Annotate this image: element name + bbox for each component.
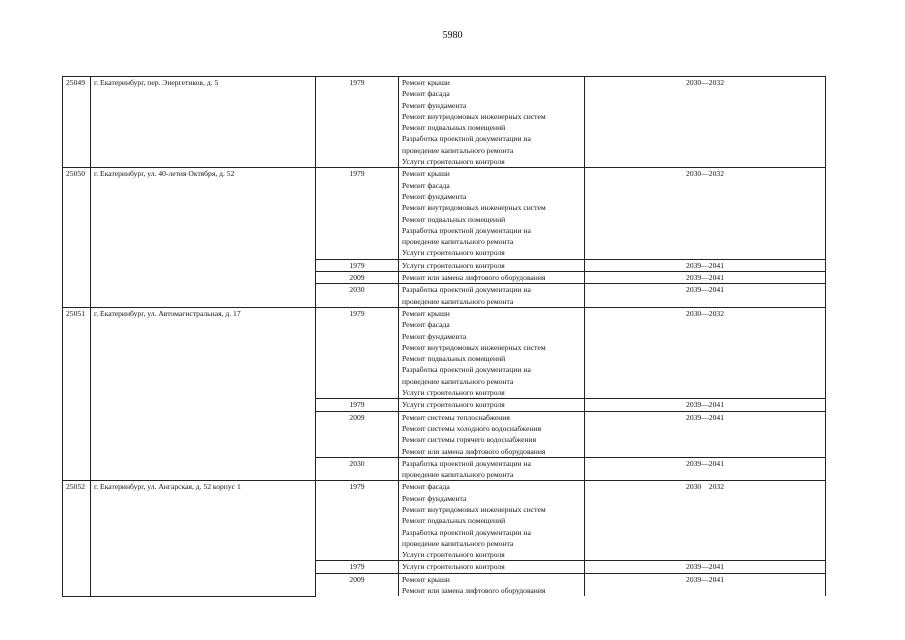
works-cell <box>399 284 585 308</box>
work-item: проведение капитального ремонта <box>402 376 514 386</box>
work-item: Ремонт системы теплоснабжения <box>402 412 510 422</box>
period-cell: 2039—2041 <box>585 259 826 271</box>
work-item: Ремонт внутридомовых инженерных систем <box>402 203 546 213</box>
work-item: Разработка проектной документации на <box>402 134 531 144</box>
year-cell: 2009 <box>316 573 399 596</box>
period-cell: 2039—2041 <box>585 284 826 308</box>
work-item: Ремонт внутридомовых инженерных систем <box>402 111 546 121</box>
work-item: Услуги строительного контроля <box>402 562 505 572</box>
work-item: Ремонт фасада <box>402 320 450 330</box>
work-item: Услуги строительного контроля <box>402 248 505 258</box>
work-item: Ремонт фундамента <box>402 493 467 503</box>
object-address-cell: г. Екатеринбург, ул. Ангарская, д. 52 корпус 1 <box>91 481 316 596</box>
works-cell <box>399 573 585 596</box>
work-item: Ремонт крыши <box>402 78 450 87</box>
works-cell <box>399 561 585 573</box>
work-item: Ремонт системы горячего водоснабжения <box>402 435 537 445</box>
work-item: Ремонт фундамента <box>402 191 467 201</box>
work-item: Услуги строительного контроля <box>402 260 505 270</box>
work-item: Ремонт внутридомовых инженерных систем <box>402 504 546 514</box>
year-cell: 1979 <box>316 399 399 411</box>
work-item: Разработка проектной документации на <box>402 527 531 537</box>
period-cell: 2030—2032 <box>585 307 826 398</box>
period-cell: 2039—2041 <box>585 457 826 481</box>
object-address-cell: г. Екатеринбург, ул. 40-летия Октября, д. 52 <box>91 168 316 308</box>
work-item: Ремонт подвальных помещений <box>402 123 506 133</box>
year-cell: 1979 <box>316 259 399 271</box>
period-cell: 2030 2032 <box>585 481 826 561</box>
year-cell: 1979 <box>316 307 399 398</box>
work-item: Ремонт или замена лифтового оборудования <box>402 273 546 283</box>
work-item: Ремонт фасада <box>402 89 450 99</box>
period-cell: 2039—2041 <box>585 399 826 411</box>
year-cell: 1979 <box>316 77 399 168</box>
work-item: Ремонт подвальных помещений <box>402 214 506 224</box>
works-cell <box>399 399 585 411</box>
object-address-cell: г. Екатеринбург, ул. Автомагистральная, д. 17 <box>91 307 316 480</box>
period-cell: 2039—2041 <box>585 272 826 284</box>
period-cell: 2030—2032 <box>585 77 826 168</box>
work-item: Ремонт крыши <box>402 169 450 179</box>
table-row <box>63 77 826 168</box>
work-item: Услуги строительного контроля <box>402 400 505 410</box>
year-cell: 2009 <box>316 411 399 457</box>
work-item: Ремонт фасада <box>402 482 450 492</box>
work-item: Услуги строительного контроля <box>402 550 505 560</box>
work-item: Ремонт или замена лифтового оборудования <box>402 446 546 456</box>
work-item: Услуги строительного контроля <box>402 157 505 167</box>
work-item: проведение капитального ремонта <box>402 296 514 306</box>
year-cell: 2030 <box>316 457 399 481</box>
work-item: Ремонт внутридомовых инженерных систем <box>402 342 546 352</box>
work-item: Ремонт фундамента <box>402 331 467 341</box>
work-item: Ремонт крыши <box>402 574 450 584</box>
works-cell <box>399 272 585 284</box>
works-cell <box>399 457 585 481</box>
work-item: Разработка проектной документации на <box>402 458 531 468</box>
works-cell <box>399 168 585 259</box>
period-cell: 2039—2041 <box>585 573 826 596</box>
object-id-cell: 25049 <box>63 77 91 168</box>
year-cell: 2009 <box>316 272 399 284</box>
period-cell: 2039—2041 <box>585 561 826 573</box>
works-cell <box>399 481 585 561</box>
table-row <box>63 307 826 398</box>
year-cell: 1979 <box>316 561 399 573</box>
work-item: Ремонт подвальных помещений <box>402 354 506 364</box>
table-row <box>63 481 826 561</box>
work-item: Ремонт подвальных помещений <box>402 516 506 526</box>
table-row <box>63 168 826 259</box>
year-cell: 2030 <box>316 284 399 308</box>
work-item: проведение капитального ремонта <box>402 237 514 247</box>
work-item: Услуги строительного контроля <box>402 388 505 398</box>
object-id-cell: 25050 <box>63 168 91 308</box>
object-address-cell: г. Екатеринбург, пер. Энергетиков, д. 5 <box>91 77 316 168</box>
object-id-cell: 25052 <box>63 481 91 596</box>
work-item: Ремонт системы холодного водоснабжения <box>402 423 542 433</box>
year-cell: 1979 <box>316 481 399 561</box>
repair-schedule-table <box>62 76 826 597</box>
works-cell <box>399 77 585 168</box>
works-cell <box>399 307 585 398</box>
work-item: Ремонт фасада <box>402 180 450 190</box>
work-item: проведение капитального ремонта <box>402 470 514 480</box>
works-cell <box>399 259 585 271</box>
year-cell: 1979 <box>316 168 399 259</box>
table-body <box>63 77 826 597</box>
works-cell <box>399 411 585 457</box>
period-cell: 2030—2032 <box>585 168 826 259</box>
work-item: Ремонт крыши <box>402 308 450 318</box>
work-item: Ремонт или замена лифтового оборудования <box>402 586 546 596</box>
work-item: Разработка проектной документации на <box>402 285 531 295</box>
work-item: проведение капитального ремонта <box>402 538 514 548</box>
work-item: Разработка проектной документации на <box>402 365 531 375</box>
work-item: Ремонт фундамента <box>402 100 467 110</box>
object-id-cell: 25051 <box>63 307 91 480</box>
period-cell: 2039—2041 <box>585 411 826 457</box>
work-item: проведение капитального ремонта <box>402 145 514 155</box>
work-item: Разработка проектной документации на <box>402 225 531 235</box>
page-number: 5980 <box>442 30 463 41</box>
